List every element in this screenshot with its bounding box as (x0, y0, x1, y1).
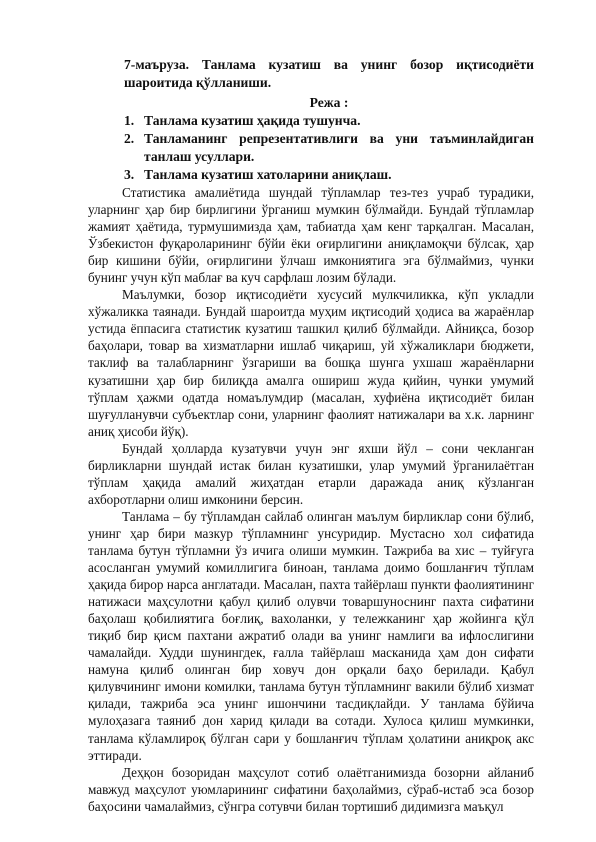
plan-item-number: 2. (124, 131, 135, 146)
plan-item (124, 130, 534, 166)
lecture-title: 7-маъруза. Танлама кузатиш ва унинг бозор иқтисодиёти шароитида қўлланиши. (124, 57, 534, 90)
paragraph: Деҳқон бозоридан маҳсулот сотиб олаётганимизда бозорни айланиб мавжуд маҳсулот уюмларининг сифатини баҳолаймиз, сўраб-истаб эса бозор баҳосини чамалаймиз, сўнгра сотувчи билан тортишиб дидимизга маъқул (88, 764, 534, 814)
body-text (88, 184, 534, 815)
plan-item (124, 166, 534, 184)
paragraph: Маълумки, бозор иқтисодиёти хусусий мулкчиликка, кўп укладли хўжаликка таянади. Бундай шароитда муҳим иқтисодий ҳодиса ва жараёнлар устида ёппасига статистик кузатиш ташкил қилиб бўлмайди. Айниқса, бозор баҳолари, товар ва хизматларни ишлаб чиқариш, уй хўжаликлари бюджети, таклиф ва талабларнинг ўзгариши ва бошқа шунга ухшаш жараёнларни кузатишни ҳар бир билиқда амалга ошириш жуда қийин, чунки умумий тўплам ҳажми одатда номаълумдир (масалан, хуфиёна иқтисодиёт билан шуғулланувчи субъектлар сони, уларнинг фаолият натижалари ва х.к. ларнинг аниқ ҳисоби йўқ). (88, 287, 534, 439)
plan-item (124, 112, 534, 130)
plan-item-number: 3. (124, 167, 135, 182)
plan-item-text: Танлама кузатиш ҳақида тушунча. (144, 113, 361, 128)
plan-heading: Режа : (309, 95, 349, 110)
plan-item-text: Танлама кузатиш хатоларини аниқлаш. (144, 167, 392, 182)
plan-item-text: Танламанинг репрезентативлиги ва уни таъминлайдиган танлаш усуллари. (144, 131, 534, 164)
paragraph: Танлама – бу тўпламдан сайлаб олинган маълум бирликлар сони бўлиб, унинг ҳар бири мазкур тўпламнинг унсуридир. Мустасно хол сифатида танлама бутун тўпламни ўз ичига олиши мумкин. Тажриба ва хис – туйғуга асосланган умумий комиллигига биноан, танлама доимо бошланғич тўплам ҳақида бирор нарса англатади. Масалан, пахта тайёрлаш пункти фаолиятининг натижаси маҳсулотни қабул қилиб олувчи товаршуноснинг пахта сифатини баҳолаш қобилиятига боғлиқ, вахоланки, у тележканинг ҳар жойинга қўл тиқиб бир қисм пахтани ажратиб олади ва унинг намлиги ва ифлослигини чамалайди. Худди шунингдек, ғалла тайёрлаш масканида ҳам дон сифати намуна қилиб олинган бир ховуч дон орқали баҳо берилади. Қабул қилувчининг имони комилки, танлама бутун тўпламнинг вакили бўлиб хизмат қилади, тажриба эса унинг ишончини тасдиқлайди. У танлама бўйича мулоҳазага таяниб дон харид қилади ва сотади. Хулоса қилиш мумкинки, танлама кўламлироқ бўлган сари у бошланғич тўплам ҳолатини аниқроқ акс эттиради. (88, 508, 534, 763)
paragraph: Статистика амалиётида шундай тўпламлар тез-тез учраб турадики, уларнинг ҳар бир бирлигини ўрганиш мумкин бўлмайди. Бундай тўпламлар жамият ҳаётида, турмушимизда ҳам, табиатда ҳам кенг тарқалган. Масалан, Ўзбекистон фуқароларининг бўйи ёки оғирлигини аниқламоқчи бўлсак, ҳар бир кишини бўйи, оғирлигини ўлчаш имкониятига эга бўлмаймиз, чунки бунинг учун кўп маблағ ва куч сарфлаш лозим бўлади. (88, 185, 534, 286)
paragraph: Бундай ҳолларда кузатувчи учун энг яхши йўл – сони чекланган бирликларни шундай истак билан кузатишки, улар умумий ўрганилаётган тўплам ҳақида амалий жиҳатдан етарли даражада аниқ кўзланган ахборотларни олиш имконини берсин. (88, 440, 534, 507)
plan-list (124, 112, 534, 184)
plan-item-number: 1. (124, 113, 135, 128)
